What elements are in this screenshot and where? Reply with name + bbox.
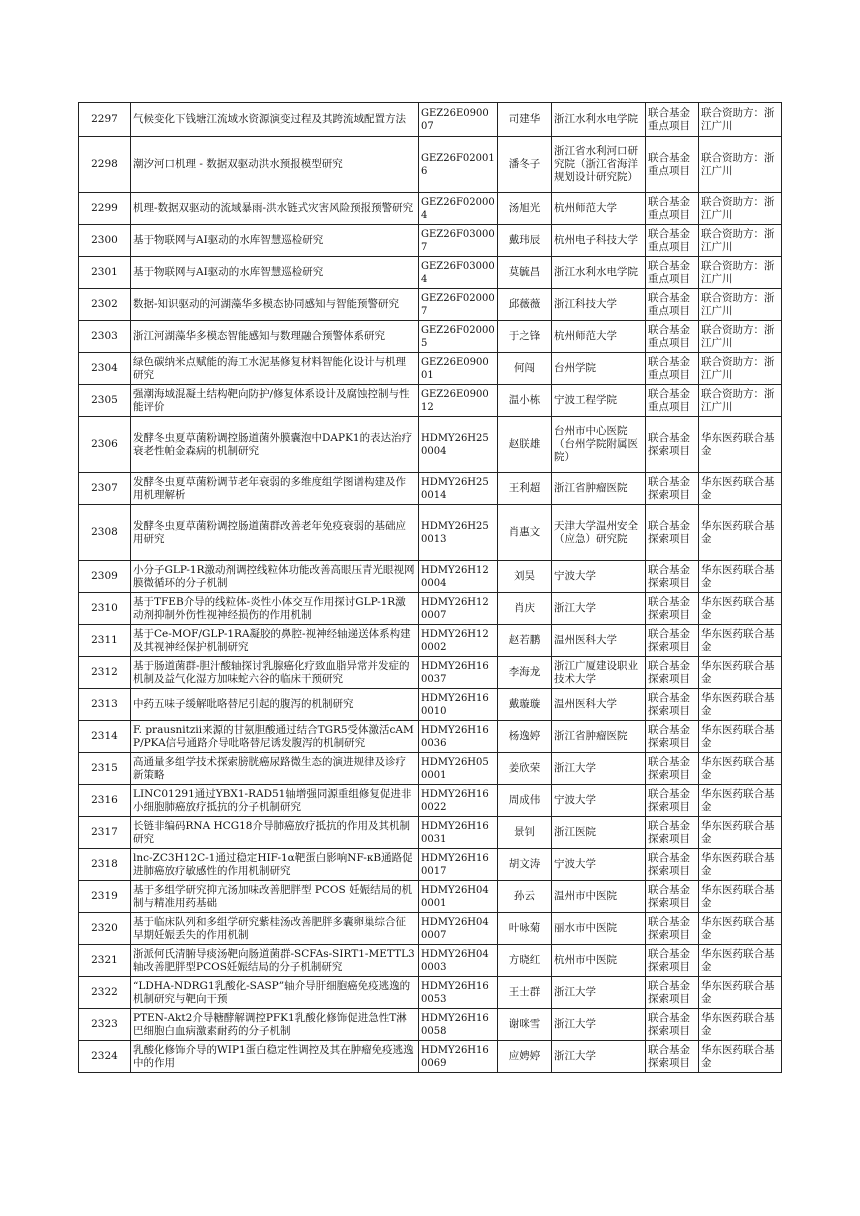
organization-cell: 宁波工程学院 bbox=[552, 385, 646, 417]
organization-cell: 杭州市中医院 bbox=[552, 945, 646, 977]
project-title-cell: LINC01291通过YBX1-RAD51轴增强同源重组修复促进非小细胞肺癌放疗抵抗的分子机制研究 bbox=[131, 785, 419, 817]
applicant-name-cell: 于之锋 bbox=[498, 321, 552, 353]
project-code-cell: HDMY26H040001 bbox=[419, 881, 498, 913]
row-number-cell: 2307 bbox=[79, 473, 131, 505]
funding-source-cell: 联合资助方：浙江广川 bbox=[699, 257, 782, 289]
project-type-cell: 联合基金探索项目 bbox=[646, 1041, 699, 1073]
funding-source-cell: 华东医药联合基金 bbox=[699, 849, 782, 881]
funding-source-cell: 华东医药联合基金 bbox=[699, 561, 782, 593]
project-type-cell: 联合基金探索项目 bbox=[646, 817, 699, 849]
project-code-cell: GEZ26F030007 bbox=[419, 225, 498, 257]
project-type-cell: 联合基金探索项目 bbox=[646, 785, 699, 817]
table-row bbox=[79, 103, 782, 137]
organization-cell: 浙江省肿瘤医院 bbox=[552, 721, 646, 753]
applicant-name-cell: 方晓红 bbox=[498, 945, 552, 977]
table-row bbox=[79, 225, 782, 257]
table-row bbox=[79, 1009, 782, 1041]
project-type-cell: 联合基金探索项目 bbox=[646, 849, 699, 881]
table-row bbox=[79, 321, 782, 353]
organization-cell: 台州学院 bbox=[552, 353, 646, 385]
project-type-cell: 联合基金探索项目 bbox=[646, 473, 699, 505]
project-type-cell: 联合基金重点项目 bbox=[646, 321, 699, 353]
project-code-cell: HDMY26H160022 bbox=[419, 785, 498, 817]
applicant-name-cell: 景钊 bbox=[498, 817, 552, 849]
table-row bbox=[79, 753, 782, 785]
project-type-cell: 联合基金重点项目 bbox=[646, 385, 699, 417]
project-code-cell: HDMY26H160058 bbox=[419, 1009, 498, 1041]
applicant-name-cell: 何闯 bbox=[498, 353, 552, 385]
applicant-name-cell: 刘昊 bbox=[498, 561, 552, 593]
table-row bbox=[79, 721, 782, 753]
project-type-cell: 联合基金重点项目 bbox=[646, 193, 699, 225]
project-title-cell: 小分子GLP-1R激动剂调控线粒体功能改善高眼压青光眼视网膜微循环的分子机制 bbox=[131, 561, 419, 593]
project-type-cell: 联合基金探索项目 bbox=[646, 505, 699, 561]
organization-cell: 宁波大学 bbox=[552, 561, 646, 593]
project-code-cell: GEZ26F020004 bbox=[419, 193, 498, 225]
project-title-cell: 发酵冬虫夏草菌粉调节老年衰弱的多维度组学图谱构建及作用机理解析 bbox=[131, 473, 419, 505]
funding-source-cell: 华东医药联合基金 bbox=[699, 657, 782, 689]
project-title-cell: 长链非编码RNA HCG18介导肺癌放疗抵抗的作用及其机制研究 bbox=[131, 817, 419, 849]
project-title-cell: 基于肠道菌群-胆汁酸轴探讨乳腺癌化疗致血脂异常并发症的机制及益气化湿方加味蛇六谷的临床干预研究 bbox=[131, 657, 419, 689]
funding-source-cell: 华东医药联合基金 bbox=[699, 817, 782, 849]
table-row bbox=[79, 689, 782, 721]
applicant-name-cell: 赵若鹏 bbox=[498, 625, 552, 657]
table-row bbox=[79, 625, 782, 657]
applicant-name-cell: 杨逸婷 bbox=[498, 721, 552, 753]
applicant-name-cell: 温小栋 bbox=[498, 385, 552, 417]
organization-cell: 温州医科大学 bbox=[552, 625, 646, 657]
row-number-cell: 2319 bbox=[79, 881, 131, 913]
project-type-cell: 联合基金探索项目 bbox=[646, 1009, 699, 1041]
project-code-cell: HDMY26H120007 bbox=[419, 593, 498, 625]
row-number-cell: 2317 bbox=[79, 817, 131, 849]
project-type-cell: 联合基金探索项目 bbox=[646, 945, 699, 977]
project-code-cell: HDMY26H050001 bbox=[419, 753, 498, 785]
funding-source-cell: 联合资助方：浙江广川 bbox=[699, 193, 782, 225]
funding-source-cell: 联合资助方：浙江广川 bbox=[699, 353, 782, 385]
table-row bbox=[79, 817, 782, 849]
project-code-cell: GEZ26F020005 bbox=[419, 321, 498, 353]
table-row bbox=[79, 561, 782, 593]
project-title-cell: 绿色碳纳米点赋能的海工水泥基修复材料智能化设计与机理研究 bbox=[131, 353, 419, 385]
project-type-cell: 联合基金重点项目 bbox=[646, 257, 699, 289]
applicant-name-cell: 姜欣荣 bbox=[498, 753, 552, 785]
project-type-cell: 联合基金重点项目 bbox=[646, 353, 699, 385]
project-code-cell: HDMY26H250014 bbox=[419, 473, 498, 505]
project-code-cell: GEZ26F030004 bbox=[419, 257, 498, 289]
table-row bbox=[79, 1041, 782, 1073]
table-row bbox=[79, 193, 782, 225]
project-title-cell: 发酵冬虫夏草菌粉调控肠道菌群改善老年免疫衰弱的基础应用研究 bbox=[131, 505, 419, 561]
organization-cell: 宁波大学 bbox=[552, 849, 646, 881]
table-row bbox=[79, 881, 782, 913]
project-title-cell: 中药五味子缓解吡咯替尼引起的腹泻的机制研究 bbox=[131, 689, 419, 721]
project-title-cell: 基于临床队列和多组学研究紫桂汤改善肥胖多囊卵巢综合征早期妊娠丢失的作用机制 bbox=[131, 913, 419, 945]
applicant-name-cell: 肖庆 bbox=[498, 593, 552, 625]
applicant-name-cell: 肖惠文 bbox=[498, 505, 552, 561]
table-row bbox=[79, 505, 782, 561]
table-row bbox=[79, 849, 782, 881]
row-number-cell: 2305 bbox=[79, 385, 131, 417]
funding-source-cell: 联合资助方：浙江广川 bbox=[699, 103, 782, 137]
project-code-cell: HDMY26H160069 bbox=[419, 1041, 498, 1073]
applicant-name-cell: 赵朕雄 bbox=[498, 417, 552, 473]
organization-cell: 丽水市中医院 bbox=[552, 913, 646, 945]
project-code-cell: HDMY26H250013 bbox=[419, 505, 498, 561]
project-code-cell: HDMY26H120002 bbox=[419, 625, 498, 657]
project-code-cell: GEZ26E090012 bbox=[419, 385, 498, 417]
organization-cell: 浙江科技大学 bbox=[552, 289, 646, 321]
table-row bbox=[79, 913, 782, 945]
funding-source-cell: 华东医药联合基金 bbox=[699, 945, 782, 977]
applicant-name-cell: 李海龙 bbox=[498, 657, 552, 689]
table-row bbox=[79, 945, 782, 977]
applicant-name-cell: 司建华 bbox=[498, 103, 552, 137]
applicant-name-cell: 戴璇璇 bbox=[498, 689, 552, 721]
row-number-cell: 2316 bbox=[79, 785, 131, 817]
project-code-cell: HDMY26H040003 bbox=[419, 945, 498, 977]
row-number-cell: 2299 bbox=[79, 193, 131, 225]
applicant-name-cell: 周成伟 bbox=[498, 785, 552, 817]
organization-cell: 浙江广厦建设职业技术大学 bbox=[552, 657, 646, 689]
funding-source-cell: 华东医药联合基金 bbox=[699, 593, 782, 625]
organization-cell: 天津大学温州安全（应急）研究院 bbox=[552, 505, 646, 561]
project-table bbox=[78, 102, 782, 1073]
applicant-name-cell: 谢咪雪 bbox=[498, 1009, 552, 1041]
applicant-name-cell: 王利超 bbox=[498, 473, 552, 505]
project-type-cell: 联合基金探索项目 bbox=[646, 417, 699, 473]
row-number-cell: 2302 bbox=[79, 289, 131, 321]
funding-source-cell: 华东医药联合基金 bbox=[699, 881, 782, 913]
row-number-cell: 2301 bbox=[79, 257, 131, 289]
organization-cell: 杭州师范大学 bbox=[552, 321, 646, 353]
project-code-cell: GEZ26E090007 bbox=[419, 103, 498, 137]
project-title-cell: PTEN-Akt2介导糖酵解调控PFK1乳酸化修饰促进急性T淋巴细胞白血病激素耐药的分子机制 bbox=[131, 1009, 419, 1041]
funding-source-cell: 联合资助方：浙江广川 bbox=[699, 385, 782, 417]
organization-cell: 浙江水利水电学院 bbox=[552, 257, 646, 289]
project-type-cell: 联合基金探索项目 bbox=[646, 977, 699, 1009]
applicant-name-cell: 邱薇薇 bbox=[498, 289, 552, 321]
organization-cell: 温州医科大学 bbox=[552, 689, 646, 721]
funding-source-cell: 华东医药联合基金 bbox=[699, 505, 782, 561]
project-type-cell: 联合基金探索项目 bbox=[646, 721, 699, 753]
project-title-cell: 基于物联网与AI驱动的水库智慧巡检研究 bbox=[131, 257, 419, 289]
project-type-cell: 联合基金重点项目 bbox=[646, 103, 699, 137]
organization-cell: 台州市中心医院（台州学院附属医院） bbox=[552, 417, 646, 473]
table-row bbox=[79, 593, 782, 625]
project-title-cell: lnc-ZC3H12C-1通过稳定HIF-1α靶蛋白影响NF-κB通路促进肺癌放疗敏感性的作用机制研究 bbox=[131, 849, 419, 881]
project-title-cell: 高通量多组学技术探索膀胱癌尿路微生态的演进规律及诊疗新策略 bbox=[131, 753, 419, 785]
project-title-cell: 浙派何氏清腑导痰汤靶向肠道菌群-SCFAs-SIRT1-METTL3轴改善肥胖型PCOS妊娠结局的分子机制研究 bbox=[131, 945, 419, 977]
table-row bbox=[79, 785, 782, 817]
applicant-name-cell: 王士群 bbox=[498, 977, 552, 1009]
organization-cell: 宁波大学 bbox=[552, 785, 646, 817]
project-title-cell: 机理-数据双驱动的流域暴雨-洪水链式灾害风险预报预警研究 bbox=[131, 193, 419, 225]
applicant-name-cell: 戴玮辰 bbox=[498, 225, 552, 257]
project-code-cell: HDMY26H250004 bbox=[419, 417, 498, 473]
funding-source-cell: 华东医药联合基金 bbox=[699, 689, 782, 721]
row-number-cell: 2314 bbox=[79, 721, 131, 753]
funding-source-cell: 华东医药联合基金 bbox=[699, 913, 782, 945]
row-number-cell: 2308 bbox=[79, 505, 131, 561]
table-row bbox=[79, 137, 782, 193]
applicant-name-cell: 胡文涛 bbox=[498, 849, 552, 881]
project-title-cell: 乳酸化修饰介导的WIP1蛋白稳定性调控及其在肿瘤免疫逃逸中的作用 bbox=[131, 1041, 419, 1073]
project-title-cell: 基于物联网与AI驱动的水库智慧巡检研究 bbox=[131, 225, 419, 257]
funding-source-cell: 华东医药联合基金 bbox=[699, 625, 782, 657]
project-type-cell: 联合基金重点项目 bbox=[646, 289, 699, 321]
applicant-name-cell: 潘冬子 bbox=[498, 137, 552, 193]
project-code-cell: GEZ26E090001 bbox=[419, 353, 498, 385]
project-type-cell: 联合基金探索项目 bbox=[646, 625, 699, 657]
row-number-cell: 2321 bbox=[79, 945, 131, 977]
funding-source-cell: 华东医药联合基金 bbox=[699, 1009, 782, 1041]
row-number-cell: 2310 bbox=[79, 593, 131, 625]
row-number-cell: 2312 bbox=[79, 657, 131, 689]
project-title-cell: 潮汐河口机理 - 数据双驱动洪水预报模型研究 bbox=[131, 137, 419, 193]
table-row bbox=[79, 977, 782, 1009]
row-number-cell: 2315 bbox=[79, 753, 131, 785]
project-type-cell: 联合基金重点项目 bbox=[646, 137, 699, 193]
funding-source-cell: 联合资助方：浙江广川 bbox=[699, 137, 782, 193]
row-number-cell: 2297 bbox=[79, 103, 131, 137]
applicant-name-cell: 汤旭光 bbox=[498, 193, 552, 225]
project-code-cell: HDMY26H160037 bbox=[419, 657, 498, 689]
table-row bbox=[79, 473, 782, 505]
table-row bbox=[79, 289, 782, 321]
project-code-cell: HDMY26H040007 bbox=[419, 913, 498, 945]
project-code-cell: HDMY26H120004 bbox=[419, 561, 498, 593]
row-number-cell: 2313 bbox=[79, 689, 131, 721]
project-title-cell: 基于多组学研究抑亢汤加味改善肥胖型 PCOS 妊娠结局的机制与精准用药基础 bbox=[131, 881, 419, 913]
project-code-cell: HDMY26H160036 bbox=[419, 721, 498, 753]
organization-cell: 浙江大学 bbox=[552, 753, 646, 785]
project-code-cell: HDMY26H160031 bbox=[419, 817, 498, 849]
organization-cell: 浙江医院 bbox=[552, 817, 646, 849]
project-title-cell: “LDHA-NDRG1乳酸化-SASP”轴介导肝细胞癌免疫逃逸的机制研究与靶向干预 bbox=[131, 977, 419, 1009]
row-number-cell: 2323 bbox=[79, 1009, 131, 1041]
funding-source-cell: 华东医药联合基金 bbox=[699, 785, 782, 817]
project-type-cell: 联合基金探索项目 bbox=[646, 657, 699, 689]
organization-cell: 杭州电子科技大学 bbox=[552, 225, 646, 257]
row-number-cell: 2318 bbox=[79, 849, 131, 881]
project-code-cell: GEZ26F020007 bbox=[419, 289, 498, 321]
applicant-name-cell: 莫毓昌 bbox=[498, 257, 552, 289]
table-row bbox=[79, 385, 782, 417]
row-number-cell: 2311 bbox=[79, 625, 131, 657]
organization-cell: 浙江省肿瘤医院 bbox=[552, 473, 646, 505]
funding-source-cell: 联合资助方：浙江广川 bbox=[699, 289, 782, 321]
funding-source-cell: 华东医药联合基金 bbox=[699, 753, 782, 785]
project-title-cell: 强潮海域混凝土结构靶向防护/修复体系设计及腐蚀控制与性能评价 bbox=[131, 385, 419, 417]
row-number-cell: 2322 bbox=[79, 977, 131, 1009]
funding-source-cell: 华东医药联合基金 bbox=[699, 721, 782, 753]
table-row bbox=[79, 657, 782, 689]
row-number-cell: 2306 bbox=[79, 417, 131, 473]
project-title-cell: 基于TFEB介导的线粒体-炎性小体交互作用探讨GLP-1R激动剂抑制外伤性视神经损伤的作用机制 bbox=[131, 593, 419, 625]
table-row bbox=[79, 353, 782, 385]
project-title-cell: 数据-知识驱动的河湖藻华多模态协同感知与智能预警研究 bbox=[131, 289, 419, 321]
row-number-cell: 2304 bbox=[79, 353, 131, 385]
organization-cell: 浙江大学 bbox=[552, 1009, 646, 1041]
organization-cell: 浙江水利水电学院 bbox=[552, 103, 646, 137]
applicant-name-cell: 叶咏菊 bbox=[498, 913, 552, 945]
organization-cell: 浙江大学 bbox=[552, 977, 646, 1009]
row-number-cell: 2324 bbox=[79, 1041, 131, 1073]
organization-cell: 浙江大学 bbox=[552, 1041, 646, 1073]
row-number-cell: 2303 bbox=[79, 321, 131, 353]
funding-source-cell: 华东医药联合基金 bbox=[699, 1041, 782, 1073]
table-row bbox=[79, 417, 782, 473]
organization-cell: 温州市中医院 bbox=[552, 881, 646, 913]
project-type-cell: 联合基金探索项目 bbox=[646, 913, 699, 945]
funding-source-cell: 华东医药联合基金 bbox=[699, 977, 782, 1009]
project-title-cell: F. prausnitzii来源的甘氨胆酸通过结合TGR5受体激活cAMP/PKA信号通路介导吡咯替尼诱发腹泻的机制研究 bbox=[131, 721, 419, 753]
project-type-cell: 联合基金重点项目 bbox=[646, 225, 699, 257]
project-title-cell: 浙江河湖藻华多模态智能感知与数理融合预警体系研究 bbox=[131, 321, 419, 353]
row-number-cell: 2309 bbox=[79, 561, 131, 593]
funding-source-cell: 联合资助方：浙江广川 bbox=[699, 321, 782, 353]
project-code-cell: HDMY26H160053 bbox=[419, 977, 498, 1009]
project-type-cell: 联合基金探索项目 bbox=[646, 561, 699, 593]
project-title-cell: 气候变化下钱塘江流域水资源演变过程及其跨流域配置方法 bbox=[131, 103, 419, 137]
row-number-cell: 2298 bbox=[79, 137, 131, 193]
funding-source-cell: 华东医药联合基金 bbox=[699, 417, 782, 473]
organization-cell: 浙江省水利河口研究院（浙江省海洋规划设计研究院） bbox=[552, 137, 646, 193]
project-type-cell: 联合基金探索项目 bbox=[646, 689, 699, 721]
row-number-cell: 2300 bbox=[79, 225, 131, 257]
project-title-cell: 发酵冬虫夏草菌粉调控肠道菌外膜囊泡中DAPK1的表达治疗衰老性帕金森病的机制研究 bbox=[131, 417, 419, 473]
applicant-name-cell: 孙云 bbox=[498, 881, 552, 913]
project-code-cell: HDMY26H160017 bbox=[419, 849, 498, 881]
row-number-cell: 2320 bbox=[79, 913, 131, 945]
funding-source-cell: 华东医药联合基金 bbox=[699, 473, 782, 505]
organization-cell: 浙江大学 bbox=[552, 593, 646, 625]
project-type-cell: 联合基金探索项目 bbox=[646, 753, 699, 785]
table-row bbox=[79, 257, 782, 289]
applicant-name-cell: 应娉婷 bbox=[498, 1041, 552, 1073]
project-type-cell: 联合基金探索项目 bbox=[646, 881, 699, 913]
project-code-cell: GEZ26F020016 bbox=[419, 137, 498, 193]
project-type-cell: 联合基金探索项目 bbox=[646, 593, 699, 625]
funding-source-cell: 联合资助方：浙江广川 bbox=[699, 225, 782, 257]
table-body bbox=[79, 103, 782, 1073]
project-title-cell: 基于Ce-MOF/GLP-1RA凝胶的鼻腔-视神经轴递送体系构建及其视神经保护机制研究 bbox=[131, 625, 419, 657]
organization-cell: 杭州师范大学 bbox=[552, 193, 646, 225]
project-code-cell: HDMY26H160010 bbox=[419, 689, 498, 721]
